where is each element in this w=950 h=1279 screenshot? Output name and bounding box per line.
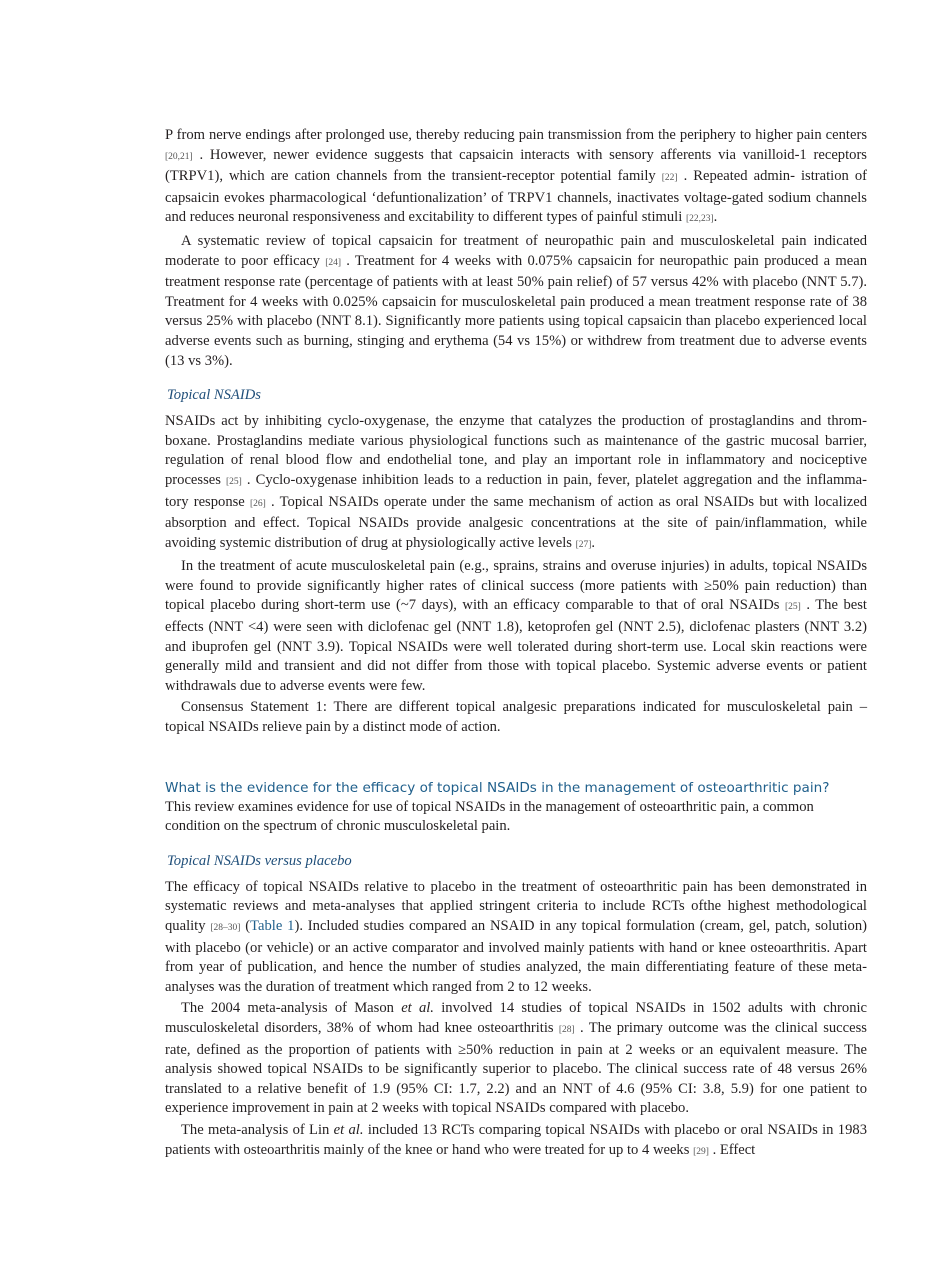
paragraph-nsaid-mechanism — [165, 412, 867, 555]
text: NSAIDs act by inhibiting cyclo-oxygenase, the enzyme that catalyzes the production of prostaglandins and throm- boxane. Prostaglandins mediate various physiological functions such as maintenance of the gastric mucosal barrier, regulation of renal blood flow and endothelial tone, and play an important role in inflammatory and nociceptive processes — [165, 413, 867, 488]
citation[interactable]: [29] — [693, 1146, 709, 1157]
text: . The best effects (NNT <4) were seen with diclofenac gel (NNT 1.8), ketoprofen gel (NNT 2.5), diclofenac plasters (NNT 3.2) and ibuprofen gel (NNT 3.9). Topical NSAIDs were well tolerated during short-term use. Local skin reactions were generally mild and transient and did not differ from those with topical placebo. Systemic adverse events or patient withdrawals due to adverse events were few. — [165, 597, 867, 694]
text: P from nerve endings after prolonged use, thereby reducing pain transmission from the periphery to higher pain centers — [165, 127, 867, 143]
citation[interactable]: [22,23] — [685, 214, 714, 225]
paragraph-meta-analyses — [165, 878, 867, 998]
text: A systematic review of topical capsaicin for treatment of neuropathic pain and musculoskeletal pain indicated moderate to poor efficacy — [165, 232, 867, 269]
citation[interactable]: [28–30] — [210, 923, 241, 933]
citation[interactable]: [20,21] — [165, 151, 193, 162]
text: . — [713, 209, 718, 226]
section-heading-vs-placebo: Topical NSAIDs versus placebo — [167, 852, 352, 869]
citation[interactable]: [28] — [558, 1024, 575, 1035]
text: . The primary outcome was the clinical success rate, defined as the proportion of patients with ≥50% reduction in pain at 2 weeks or an equivalent measure. The analysis showed topical NSAIDs to be significantly superior to placebo. The clinical success rate of 48 versus 26% translated to a relative benefit of 1.9 (95% CI: 1.7, 2.2) and an NNT of 4.6 (95% CI: 3.8, 5.9) for one patient to experience improvement in pain at 2 weeks with topical NSAIDs compared with placebo. — [165, 1019, 867, 1117]
text: . Topical NSAIDs operate under the same mechanism of action as oral NSAIDs but with localized absorption and effect. Topical NSAIDs provide analgesic concentrations at the site of pain/inflammation, while avoiding systemic distribution of drug at physiologically active levels — [165, 493, 867, 551]
text: involved 14 studies of topical NSAIDs in 1502 adults with chronic musculoskeletal disorders, 38% of whom had knee osteoarthritis — [165, 1000, 868, 1036]
text: included 13 RCTs comparing topical NSAIDs with placebo or oral NSAIDs in 1983 patients with osteoarthritis mainly of the knee or hand who were treated for up to 4 weeks — [165, 1121, 867, 1158]
citation[interactable]: [27] — [575, 539, 592, 550]
article-page — [165, 126, 867, 1164]
citation[interactable]: [25] — [785, 602, 801, 613]
text: ( — [240, 918, 251, 934]
paragraph-review-intro: This review examines evidence for use of topical NSAIDs in the management of osteoarthritic pain, a common condition on the spectrum of chronic musculoskeletal pain. — [165, 798, 814, 835]
text: . Cyclo-oxygenase inhibition leads to a reduction in pain, fever, platelet aggregation and the inflamma- tory response — [165, 471, 867, 510]
section-heading-question: What is the evidence for the efficacy of topical NSAIDs in the management of osteoarthritic pain? — [165, 779, 830, 796]
citation[interactable]: [24] — [325, 257, 342, 268]
citation[interactable]: [26] — [250, 498, 266, 509]
text: The efficacy of topical NSAIDs relative to placebo in the treatment of osteoarthritic pain has been demonstrated in systematic reviews and meta-analyses that applied stringent criteria to include RCTs ofthe highest methodological quality — [165, 878, 867, 934]
text: . However, newer evidence suggests that capsaicin interacts with sensory afferents via vanilloid-1 receptors (TRPV1), which are cation channels from the transient-receptor potential family — [165, 146, 867, 185]
citation[interactable]: [22] — [661, 173, 678, 184]
text: . Effect — [712, 1141, 756, 1158]
text: The 2004 meta-analysis of Mason — [181, 1000, 394, 1017]
text: . Treatment for 4 weeks with 0.075% capsaicin for neuropathic pain produced a mean treatment response rate (percentage of patients with at least 50% pain relief) of 57 versus 42% with placebo (NNT 5.7). Treatment for 4 weeks with 0.025% capsaicin for musculoskeletal pain produced a mean treatment response rate of 38 versus 25% with placebo (NNT 8.1). Significantly more patients using topical capsaicin than placebo experienced local adverse events such as burning, stinging and erythema (54 vs 15%) or withdrew from treatment due to adverse events (13 vs 3%). — [165, 252, 867, 369]
text: . Repeated admin- istration of capsaicin evokes pharmacological ‘defuntionalization’ of TRPV1 channels, inactivates voltage-gated sodium channels and reduces neuronal responsiveness and excitability to different types of painful stimuli — [165, 168, 867, 226]
paragraph-acute-pain — [165, 557, 867, 696]
et-al: et al. — [401, 1000, 434, 1017]
paragraph-lin — [165, 1121, 867, 1162]
et-al: et al. — [333, 1121, 364, 1138]
paragraph-capsaicin-review — [165, 232, 867, 371]
text: In the treatment of acute musculoskeletal pain (e.g., sprains, strains and overuse injuries) in adults, topical NSAIDs were found to provide significantly higher rates of clinical success (more patients with ≥50% pain reduction) than topical placebo during short-term use (~7 days), with an efficacy comparable to that of oral NSAIDs — [165, 558, 867, 614]
table-link[interactable]: Table 1 — [250, 918, 295, 934]
section-heading-topical-nsaids: Topical NSAIDs — [167, 387, 261, 404]
text: The meta-analysis of Lin — [181, 1121, 330, 1138]
consensus-statement: Consensus Statement 1: There are different topical analgesic preparations indicated for musculoskeletal pain – topical NSAIDs relieve pain by a distinct mode of action. — [165, 699, 867, 736]
paragraph-capsaicin-mechanism — [165, 126, 867, 230]
citation[interactable]: [25] — [226, 476, 242, 487]
paragraph-mason — [165, 999, 867, 1119]
text: . — [591, 534, 596, 551]
text: ). Included studies compared an NSAID in any topical formulation (cream, gel, patch, solution) with placebo (or vehicle) or an active comparator and involved mainly patients with hand or knee osteoarthritis. Apart from year of publication, and hence the number of studies analyzed, the main differentiating feature of these meta-analyses was the duration of treatment which ranged from 2 to 12 weeks. — [165, 918, 867, 995]
